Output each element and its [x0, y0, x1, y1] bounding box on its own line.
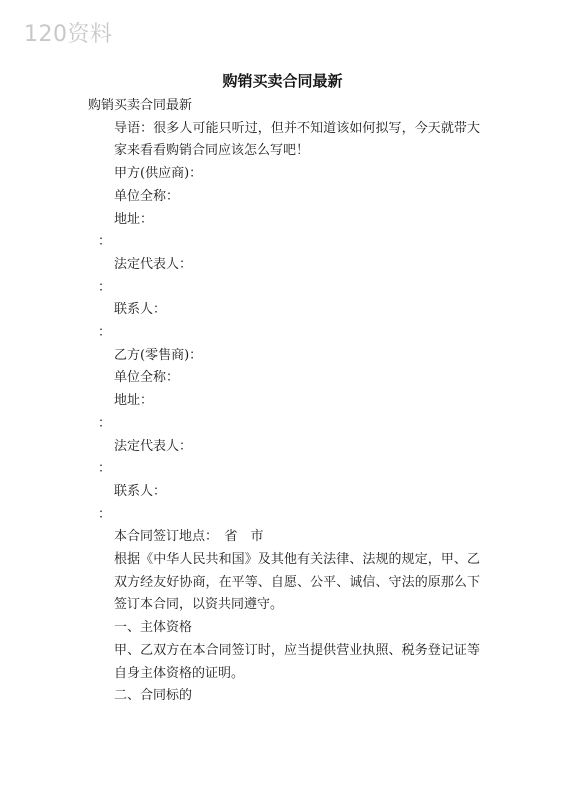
signing-location: 本合同签订地点： 省 市 [114, 529, 264, 545]
party-a-blank-line: ： [98, 325, 112, 341]
party-b-address: 地址： [114, 393, 154, 409]
party-a-company-name: 单位全称： [114, 188, 180, 204]
document-body [88, 95, 480, 708]
party-a-heading: 甲方(供应商)： [114, 166, 203, 182]
party-b-company-name: 单位全称： [114, 370, 180, 386]
party-b-legal-rep: 法定代表人： [114, 438, 193, 454]
legal-basis-paragraph: 根据《中华人民共和国》及其他有关法律、法规的规定，甲、乙双方经友好协商，在平等、自愿、公平、诚信、守法的原那么下签订本合同，以资共同遵守。 [114, 552, 480, 613]
section-1-paragraph: 甲、乙双方在本合同签订时，应当提供营业执照、税务登记证等自身主体资格的证明。 [114, 642, 480, 681]
document-title: 购销买卖合同最新 [222, 72, 343, 90]
section-2-heading: 二、合同标的 [114, 688, 193, 704]
party-a-contact: 联系人： [114, 302, 167, 318]
watermark-logo: 120资料 [24, 22, 113, 47]
party-a-legal-rep: 法定代表人： [114, 256, 193, 272]
party-b-blank-line: ： [98, 461, 112, 477]
party-b-blank-line: ： [98, 415, 112, 431]
party-b-contact: 联系人： [114, 483, 167, 499]
party-b-blank-line: ： [98, 506, 112, 522]
section-1-heading: 一、主体资格 [114, 620, 193, 636]
party-b-heading: 乙方(零售商)： [114, 347, 203, 363]
party-a-blank-line: ： [98, 279, 112, 295]
party-a-blank-line: ： [98, 234, 112, 250]
subtitle-line: 购销买卖合同最新 [88, 98, 193, 113]
intro-paragraph: 导语：很多人可能只听过，但并不知道该如何拟写，今天就带大家来看看购销合同应该怎么写吧！ [114, 120, 480, 159]
party-a-address: 地址： [114, 211, 154, 227]
